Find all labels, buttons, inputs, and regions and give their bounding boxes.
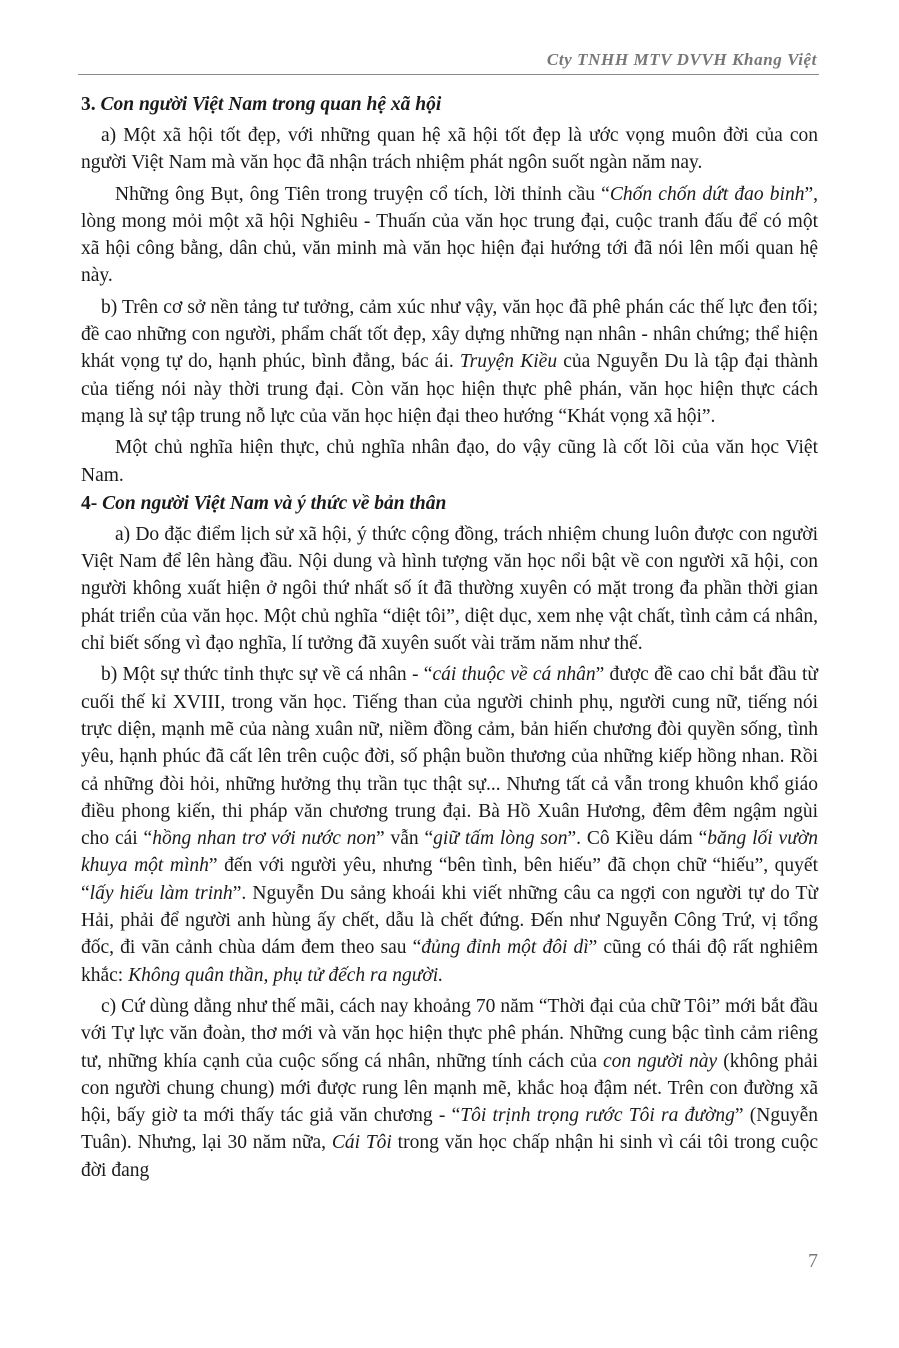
section-3-heading [81, 92, 818, 118]
quote-text: băng lối vườn khuya một mình [81, 828, 818, 877]
section-3-paragraph-a [81, 122, 818, 177]
section-4-number: 4- [81, 492, 98, 514]
section-3-title: Con người Việt Nam trong quan hệ xã hội [100, 94, 442, 115]
paragraph-text: ” (Nguyễn Tuân). Nhưng, lại 30 năm nữa, [81, 1105, 818, 1154]
emphasis-text: con người này [602, 1050, 718, 1072]
section-4-title: Con người Việt Nam và ý thức về bản thân [102, 492, 447, 514]
paragraph-text: a) Do đặc điểm lịch sử xã hội, ý thức cộng đồng, trách nhiệm chung luôn được con người Việt Nam để lên hàng đầu. Nội dung và hình tượng văn học nổi bật về con người xã hội, con người không xuất hiện ở ngôi thứ nhất số ít đã thường xuyên có mặt trong đa phần thời gian phát triển của văn học. Một chủ nghĩa “diệt tôi”, diệt dục, xem nhẹ vật chất, tình cảm cá nhân, chỉ biết sống vì đạo nghĩa, lí tưởng đã xuyên suốt vài trăm năm như thế. [81, 523, 818, 655]
paragraph-text: Những ông Bụt, ông Tiên trong truyện cổ tích, lời thỉnh cầu “ [115, 183, 610, 205]
quote-text: Không quân thần, phụ tử đếch ra người. [128, 964, 444, 986]
paragraph-text: a) Một xã hội tốt đẹp, với những quan hệ xã hội tốt đẹp là ước vọng muôn đời của con người Việt Nam mà văn học đã nhận trách nhiệm phát ngôn suốt ngàn năm nay. [81, 125, 818, 174]
section-4-paragraph-c [81, 993, 818, 1184]
section-3-paragraph-2 [81, 181, 818, 290]
paragraph-text: ” vẫn “ [376, 828, 434, 850]
paragraph-text: ” đến với người yêu, nhưng “bên tình, bên hiếu” đã chọn chữ “hiếu”, quyết “ [81, 855, 818, 904]
paragraph-text: b) Trên cơ sở nền tảng tư tưởng, cảm xúc như vậy, văn học đã phê phán các thế lực đen tối; đề cao những con người, phẩm chất tốt đẹp, xây dựng những nạn nhân - nhân chứng; thể hiện khát vọng tự do, hạnh phúc, bình đẳng, bác ái. [81, 296, 818, 373]
section-3-paragraph-4 [81, 434, 818, 489]
section-3-number: 3. [81, 94, 96, 115]
quote-text: lấy hiếu làm trinh [89, 882, 233, 904]
paragraph-text: ”. Nguyễn Du sảng khoái khi viết những câu ca ngợi con người tự do Từ Hải, phải để người anh hùng ấy chết, dẫu là chết đứng. Đến như Nguyễn Công Trứ, vị tổng đốc, đi vãn cảnh chùa dám đem theo sau “ [81, 882, 819, 959]
paragraph-text: ” được đề cao chỉ bắt đầu từ cuối thế kỉ XVIII, trong văn học. Tiếng than của người chinh phụ, người cung nữ, tiếng nói trực diện, mạnh mẽ của nàng xuân nữ, niềm đồng cảm, bản hiến chương đòi quyền sống, tình yêu, hạnh phúc đã cất lên trên cuộc đời, số phận buồn thương của những kiếp hồng nhan. Rồi cả những đòi hỏi, những hưởng thụ trần tục thật sự... Nhưng tất cả vẫn trong khuôn khổ giáo điều phong kiến, thi pháp văn chương trung đại. Bà Hồ Xuân Hương, đêm đêm ngậm ngùi cho cái “ [81, 664, 818, 850]
emphasis-text: Cái Tôi [331, 1132, 392, 1154]
section-4-heading [81, 491, 818, 517]
paragraph-text: (không phải con người chung chung) mới được rung lên mạnh mẽ, khắc hoạ đậm nét. Trên con đường xã hội, bấy giờ ta mới thấy tác giả văn chương - “ [81, 1050, 818, 1127]
paragraph-text: b) Một sự thức tỉnh thực sự về cá nhân - “ [101, 664, 433, 686]
quote-text: đủng đỉnh một đôi dì [421, 937, 589, 959]
section-4-paragraph-a [81, 521, 818, 657]
section-4-paragraph-b [81, 661, 818, 989]
paragraph-text: ”. Cô Kiều dám “ [567, 828, 708, 850]
quote-text: Tôi trịnh trọng rước Tôi ra đường [460, 1105, 735, 1127]
section-3-paragraph-b [81, 294, 818, 430]
work-title: Truyện Kiều [459, 351, 558, 373]
paragraph-text: trong văn học chấp nhận hi sinh vì cái tôi trong cuộc đời đang [81, 1132, 818, 1181]
quote-text: Chốn chốn dứt đao binh [609, 183, 805, 205]
paragraph-text: Một chủ nghĩa hiện thực, chủ nghĩa nhân đạo, do vậy cũng là cốt lõi của văn học Việt Nam. [81, 437, 818, 486]
paragraph-text: ”, lòng mong mỏi một xã hội Nghiêu - Thuấn của văn học trung đại, cuộc tranh đấu để có một xã hội công bằng, dân chủ, văn minh mà văn học hiện đại hướng tới đã nói lên mối quan hệ này. [81, 183, 819, 287]
quote-text: cái thuộc về cá nhân [432, 664, 596, 686]
page-number: 7 [808, 1250, 818, 1272]
quote-text: giữ tấm lòng son [433, 828, 568, 850]
quote-text: hồng nhan trơ với nước non [152, 828, 377, 850]
publisher-name: Cty TNHH MTV DVVH Khang Việt [546, 50, 817, 69]
paragraph-text: của Nguyễn Du là tập đại thành của tiếng nói này thời trung đại. Còn văn học hiện thực phê phán, văn học hiện thực cách mạng là sự tập trung nỗ lực của văn học hiện đại theo hướng “Khát vọng xã hội”. [81, 351, 819, 427]
page-body [81, 92, 818, 1184]
paragraph-text: c) Cứ dùng dằng như thế mãi, cách nay khoảng 70 năm “Thời đại của chữ Tôi” mới bắt đầu với Tự lực văn đoàn, thơ mới và văn học hiện thực phê phán. Những cung bậc tình cảm riêng tư, những khía cạnh của cuộc sống cá nhân, những tính cách của [81, 995, 818, 1072]
running-header [78, 50, 819, 75]
paragraph-text: ” cũng có thái độ rất nghiêm khắc: [81, 937, 818, 986]
